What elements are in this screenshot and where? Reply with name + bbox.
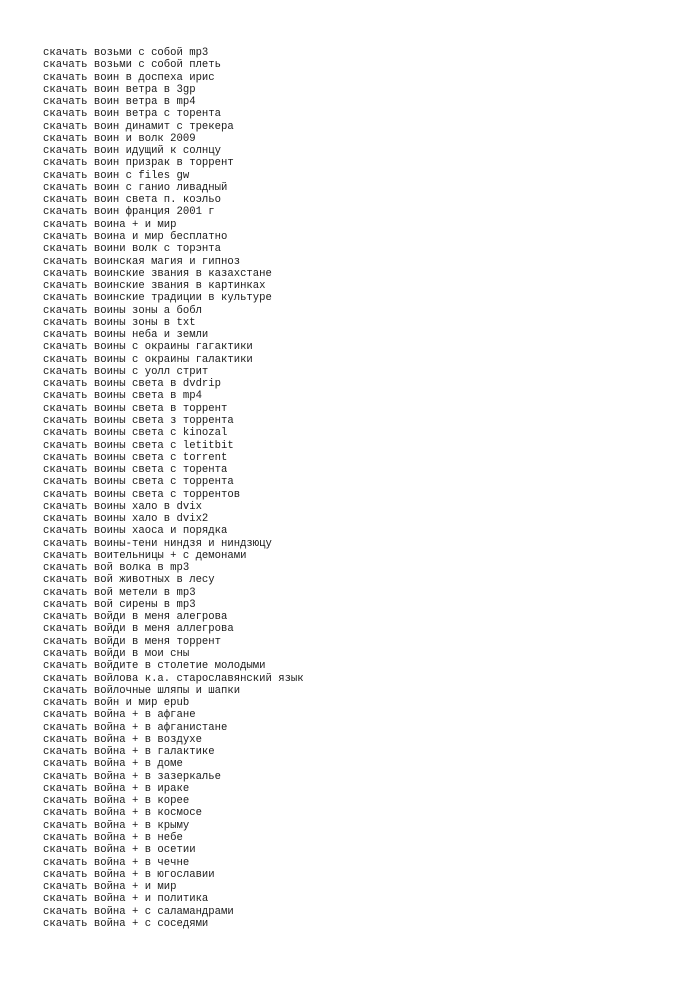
text-line: скачать воин франция 2001 г <box>43 206 215 219</box>
text-line: скачать воины-тени ниндзя и ниндзюцу <box>43 537 272 550</box>
text-line: скачать война + в афганистане <box>43 721 228 734</box>
text-line: скачать возьми с собой плеть <box>43 59 222 72</box>
text-line: скачать воины хало в dvix2 <box>43 513 209 526</box>
text-line: скачать воина и мир бесплатно <box>43 230 228 243</box>
text-line: скачать война + и политика <box>43 893 209 906</box>
text-line: скачать воины света в mp4 <box>43 390 202 403</box>
text-line: скачать война + с саламандрами <box>43 905 234 918</box>
text-line: скачать воины хало в dvix <box>43 500 202 513</box>
text-line: скачать войди в меня аллегрова <box>43 623 234 636</box>
text-line: скачать воинские звания в картинках <box>43 280 266 293</box>
text-line: скачать воин света п. коэльо <box>43 194 222 207</box>
text-line: скачать воин ветра в mp4 <box>43 96 196 109</box>
text-line: скачать воины света с торента <box>43 464 228 477</box>
text-line: скачать война + в воздухе <box>43 733 202 746</box>
text-line: скачать война + в небе <box>43 832 183 844</box>
text-line: скачать воина + и мир <box>43 218 177 231</box>
text-line: скачать война + в чечне <box>43 856 190 869</box>
text-line: скачать воинские звания в казахстане <box>43 267 272 280</box>
text-line: скачать воин ветра в 3gp <box>43 83 196 96</box>
text-line: скачать воины света с kinozal <box>43 427 228 440</box>
text-line: скачать воин в доспеха ирис <box>43 71 215 84</box>
text-line: скачать войлочные шляпы и шапки <box>43 684 241 697</box>
text-line: скачать воины с окраины гагактики <box>43 341 253 354</box>
text-line: скачать воин идущий к солнцу <box>43 145 222 158</box>
text-line: скачать воины зоны в txt <box>43 316 196 329</box>
text-line: скачать воинские традиции в культуре <box>43 292 272 305</box>
text-line: скачать воини волк с торэнта <box>43 243 222 256</box>
text-line: скачать война + с соседями <box>43 917 209 930</box>
text-line: скачать воины света с торрента <box>43 476 234 489</box>
text-line: скачать воины света в dvdrip <box>43 378 222 391</box>
text-line: скачать воин и волк 2009 <box>43 132 196 145</box>
text-line: скачать воины света с torrent <box>43 451 228 464</box>
text-line: скачать война + в югославии <box>43 868 215 881</box>
text-line: скачать воины с окраины галактики <box>43 353 253 366</box>
text-line: скачать воины света з торрента <box>43 414 234 427</box>
text-line: скачать вой метели в mp3 <box>43 586 196 599</box>
text-line: скачать воин ветра с торента <box>43 108 222 121</box>
text-line: скачать война + и мир <box>43 881 177 894</box>
text-line: скачать вой волка в mp3 <box>43 562 190 575</box>
text-line: скачать воины света с letitbit <box>43 439 234 452</box>
text-line: скачать война + в афгане <box>43 709 196 722</box>
text-line: скачать войдите в столетие молодыми <box>43 660 266 673</box>
text-line: скачать война + в корее <box>43 795 190 808</box>
text-line: скачать воин с ганио ливадный <box>43 181 228 194</box>
text-line: скачать войди в меня торрент <box>43 635 222 648</box>
text-line: скачать война + в ираке <box>43 782 190 795</box>
text-line: скачать воины хаоса и порядка <box>43 525 228 538</box>
text-line: скачать война + в космосе <box>43 807 202 820</box>
text-line: скачать возьми с собой mp3 <box>43 47 209 59</box>
text-line: скачать воительницы + с демонами <box>43 549 247 562</box>
text-line: скачать война + в крыму <box>43 819 190 832</box>
text-line: скачать вой сирены в mp3 <box>43 598 196 611</box>
text-line: скачать воины зоны а бобл <box>43 304 202 317</box>
text-line: скачать воин динамит с трекера <box>43 120 234 133</box>
text-line: скачать войди в меня алегрова <box>43 611 228 624</box>
text-line: скачать воины света с торрентов <box>43 488 241 501</box>
text-line: скачать война + в доме <box>43 758 183 771</box>
text-line: скачать воин призрак в торрент <box>43 157 234 170</box>
text-line: скачать война + в галактике <box>43 746 215 759</box>
text-line: скачать воины света в торрент <box>43 402 228 415</box>
text-line-list <box>43 47 304 930</box>
text-line: скачать воины неба и земли <box>43 329 209 342</box>
text-line: скачать вой животных в лесу <box>43 574 215 587</box>
text-line: скачать войди в мои сны <box>43 648 190 661</box>
text-line: скачать войн и мир epub <box>43 697 190 710</box>
text-line: скачать воины с уолл стрит <box>43 365 209 378</box>
text-line: скачать воинская магия и гипноз <box>43 255 241 268</box>
text-line: скачать война + в осетии <box>43 844 196 857</box>
text-line: скачать войлова к.а. старославянский язык <box>43 672 304 685</box>
text-line: скачать война + в зазеркалье <box>43 770 222 783</box>
text-line: скачать воин с files gw <box>43 169 190 182</box>
